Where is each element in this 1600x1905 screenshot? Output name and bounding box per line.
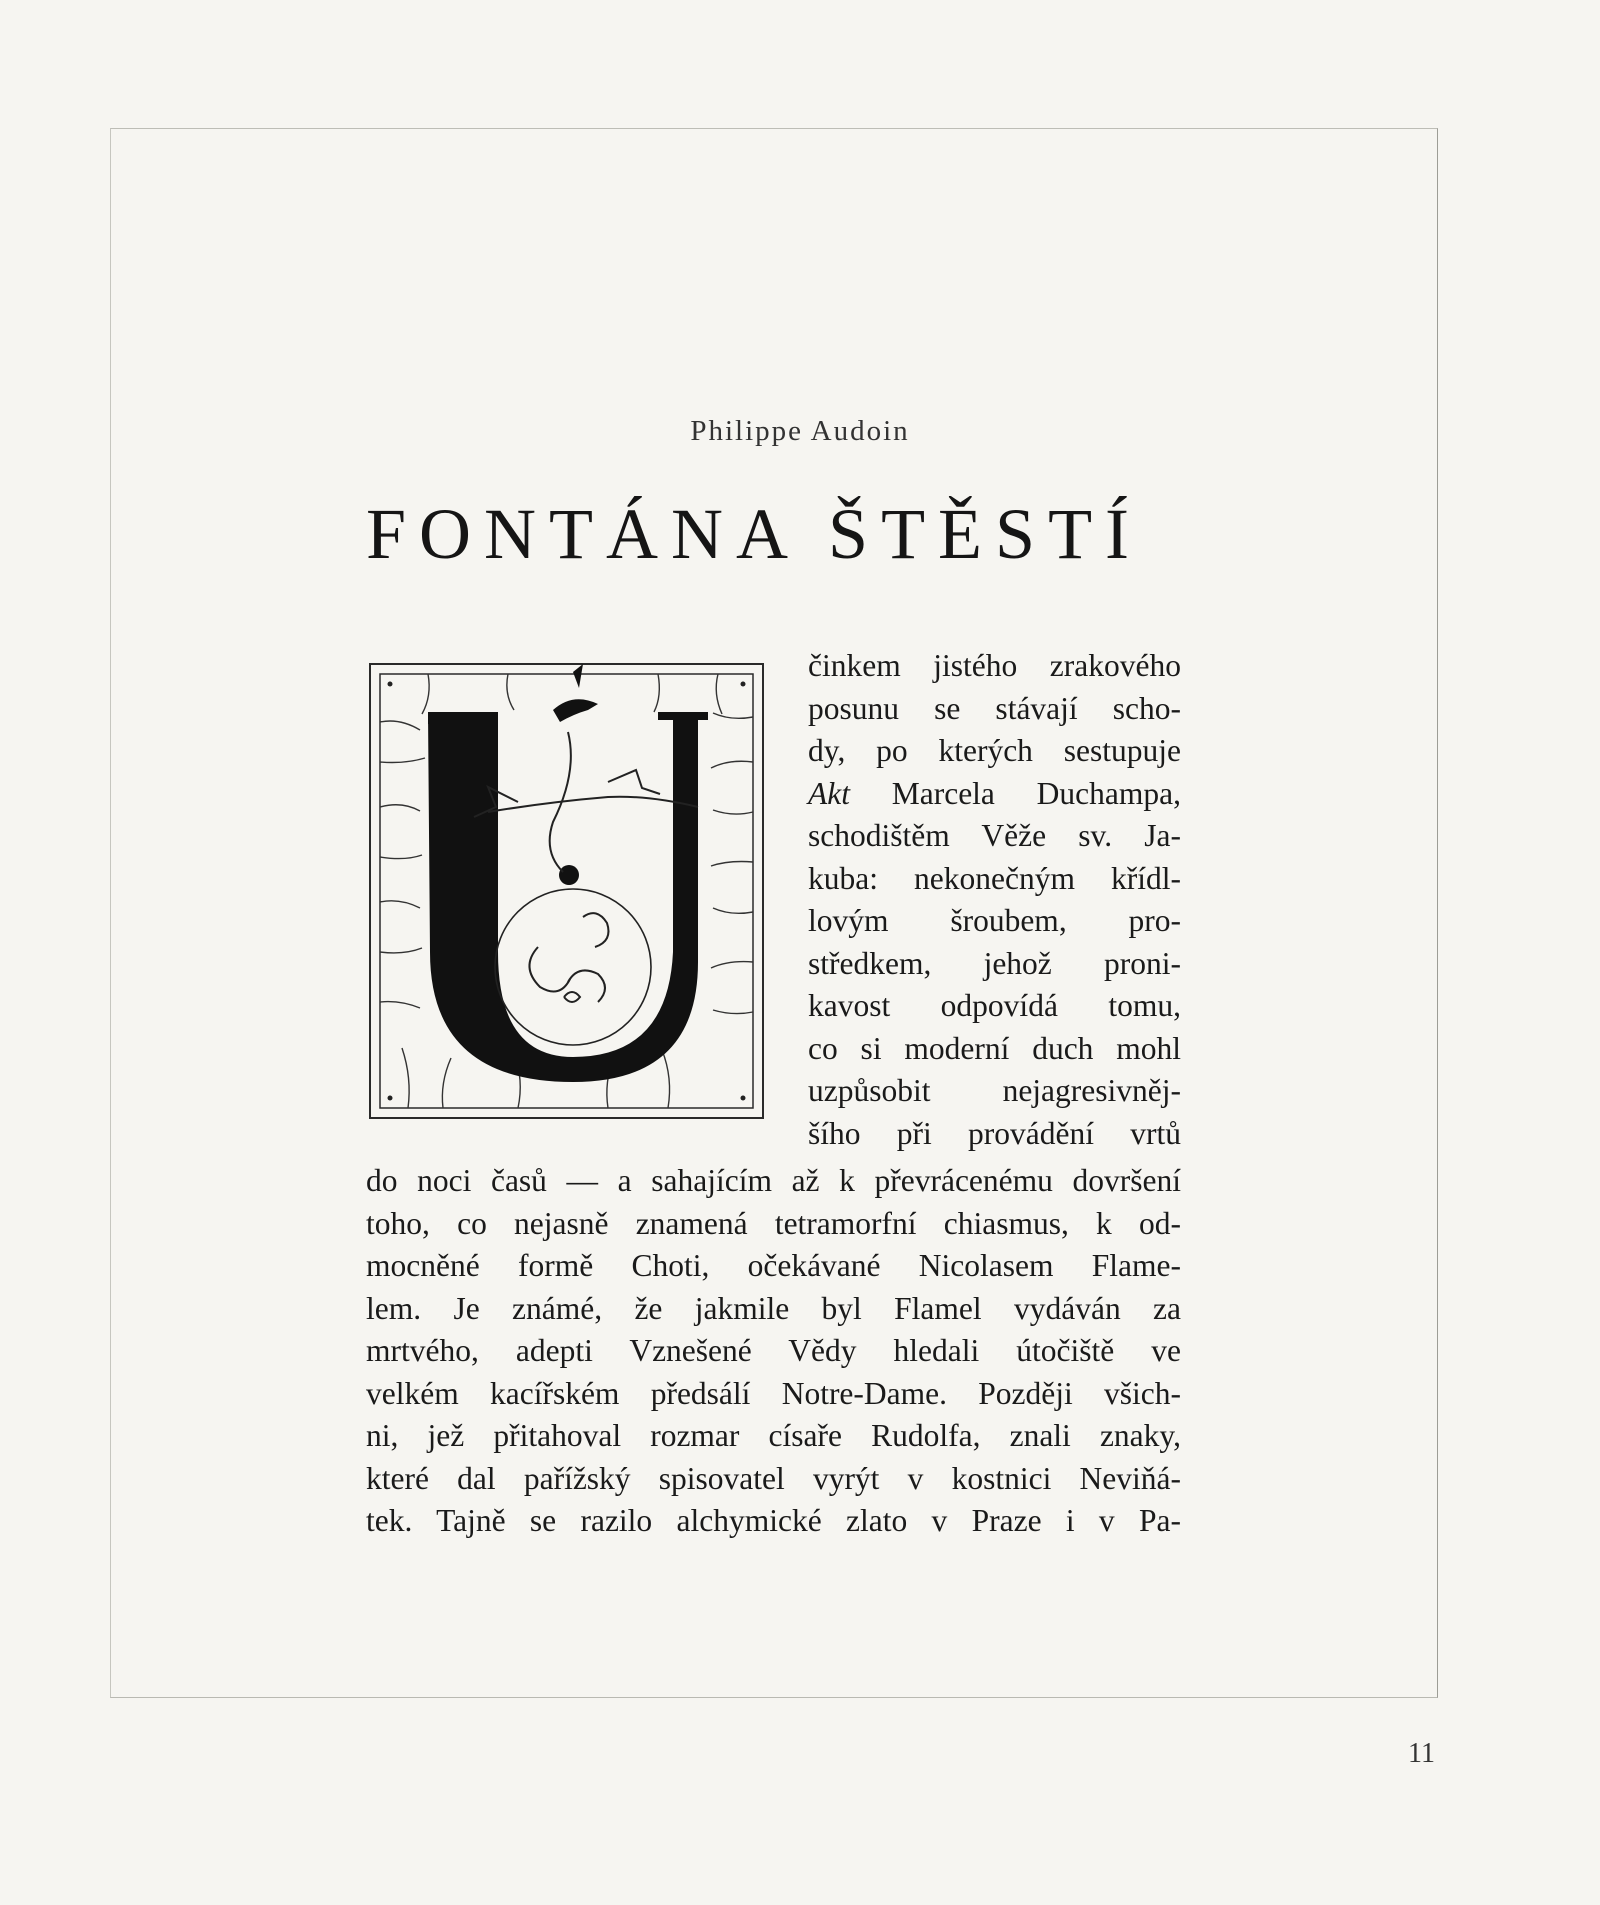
author-name: Philippe Audoin [690,415,910,447]
wrapped-paragraph [808,645,1181,1155]
article-title: FONTÁNA ŠTĚSTÍ [366,494,1143,574]
text-line: posunu se stávají scho- [808,690,1181,726]
text-line: činkem jistého zrakového [808,648,1181,683]
text-line: toho, co nejasně znamená tetramorfní chiasmus, k od- [366,1205,1181,1241]
text-line: které dal pařížský spisovatel vyrýt v kostnici Neviňá- [366,1460,1181,1496]
text-line: šího při provádění vrtů [808,1115,1181,1151]
text-line: do noci časů — a sahajícím až k převrácenému dovršení [366,1163,1181,1198]
text-line: mocněné formě Choti, očekávané Nicolasem Flame- [366,1248,1181,1283]
text-line: uzpůsobit nejagresivněj- [808,1073,1181,1108]
page-number: 11 [1408,1738,1435,1769]
text-line [808,773,1181,816]
text-line: ni, jež přitahoval rozmar císaře Rudolfa, znali znaky, [366,1418,1181,1453]
text-line: velkém kacířském předsálí Notre-Dame. Později všich- [366,1375,1181,1411]
text-line: lem. Je známé, že jakmile byl Flamel vydáván za [366,1290,1181,1326]
text-line: kavost odpovídá tomu, [808,988,1181,1023]
body-paragraph [366,1160,1181,1543]
text-line: dy, po kterých sestupuje [808,733,1181,768]
text-line: tek. Tajně se razilo alchymické zlato v Praze i v Pa- [366,1503,1181,1538]
drop-cap-illustration [368,662,765,1120]
text-segment: Marcela Duchampa, [849,775,1181,811]
text-line: mrtvého, adepti Vznešené Vědy hledali útočiště ve [366,1333,1181,1368]
text-line: co si moderní duch mohl [808,1030,1181,1066]
illuminated-initial-u-icon [368,662,765,1120]
text-line: schodištěm Věže sv. Ja- [808,818,1181,853]
text-line: kuba: nekonečným křídl- [808,860,1181,896]
text-line: středkem, jehož proni- [808,945,1181,981]
italic-word: Akt [808,775,850,811]
text-line: lovým šroubem, pro- [808,903,1181,938]
